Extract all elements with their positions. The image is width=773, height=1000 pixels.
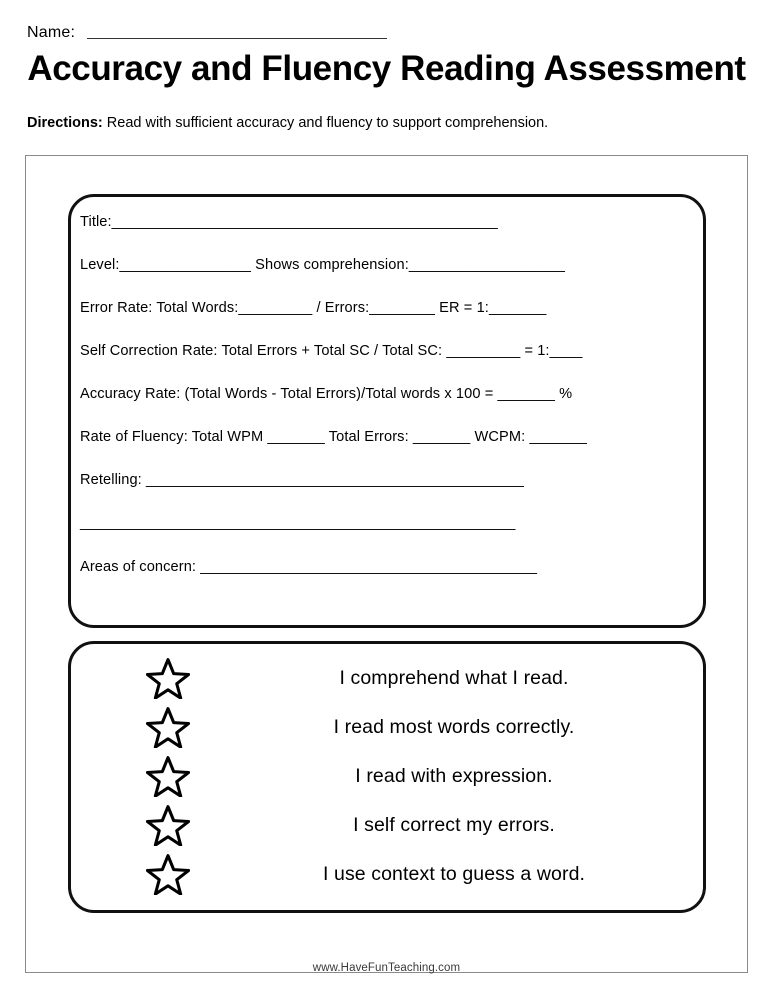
checklist-item-label: I read with expression. [355, 764, 553, 787]
star-icon [146, 706, 190, 748]
page-title: Accuracy and Fluency Reading Assessment [27, 49, 746, 88]
star-checkbox[interactable] [68, 706, 268, 748]
form-row-areas-of-concern[interactable]: Areas of concern: _________________________________________ [80, 559, 538, 575]
footer-url[interactable]: www.HaveFunTeaching.com [312, 962, 461, 974]
form-row-retelling-continued[interactable]: _____________________________________________________ [80, 515, 516, 531]
checklist-item[interactable] [68, 849, 706, 898]
form-row-retelling[interactable]: Retelling: ______________________________________________ [80, 472, 524, 488]
form-row-self-correction-rate[interactable]: Self Correction Rate: Total Errors + Total SC / Total SC: _________ = 1:____ [80, 343, 583, 359]
directions-text: Read with sufficient accuracy and fluency to support comprehension. [102, 115, 549, 131]
self-assessment-checklist [68, 641, 706, 913]
checklist-item-label: I self correct my errors. [353, 813, 555, 836]
checklist-item[interactable] [68, 702, 706, 751]
directions [27, 113, 548, 133]
star-icon [146, 755, 190, 797]
star-icon [146, 657, 190, 699]
star-icon [146, 804, 190, 846]
name-field-row [27, 20, 427, 42]
form-row-error-rate[interactable]: Error Rate: Total Words:_________ / Errors:________ ER = 1:_______ [80, 300, 547, 316]
checklist-item-label: I comprehend what I read. [339, 666, 569, 689]
star-checkbox[interactable] [68, 657, 268, 699]
checklist-item[interactable] [68, 751, 706, 800]
name-write-in-line[interactable] [87, 38, 387, 39]
assessment-form [80, 213, 690, 601]
star-checkbox[interactable] [68, 755, 268, 797]
directions-label: Directions: [27, 115, 103, 131]
checklist-item-label: I read most words correctly. [333, 715, 575, 738]
star-checkbox[interactable] [68, 804, 268, 846]
form-row-level[interactable]: Level:________________ Shows comprehension:___________________ [80, 257, 565, 273]
form-row-rate-of-fluency[interactable]: Rate of Fluency: Total WPM _______ Total Errors: _______ WCPM: _______ [80, 429, 587, 445]
name-label: Name: [27, 24, 76, 41]
star-icon [146, 853, 190, 895]
star-checkbox[interactable] [68, 853, 268, 895]
checklist-item[interactable] [68, 800, 706, 849]
checklist-item[interactable] [68, 653, 706, 702]
form-row-accuracy-rate[interactable]: Accuracy Rate: (Total Words - Total Errors)/Total words x 100 = _______ % [80, 386, 573, 402]
form-row-title[interactable]: Title:_______________________________________________ [80, 214, 498, 230]
checklist-item-label: I use context to guess a word. [322, 862, 586, 885]
